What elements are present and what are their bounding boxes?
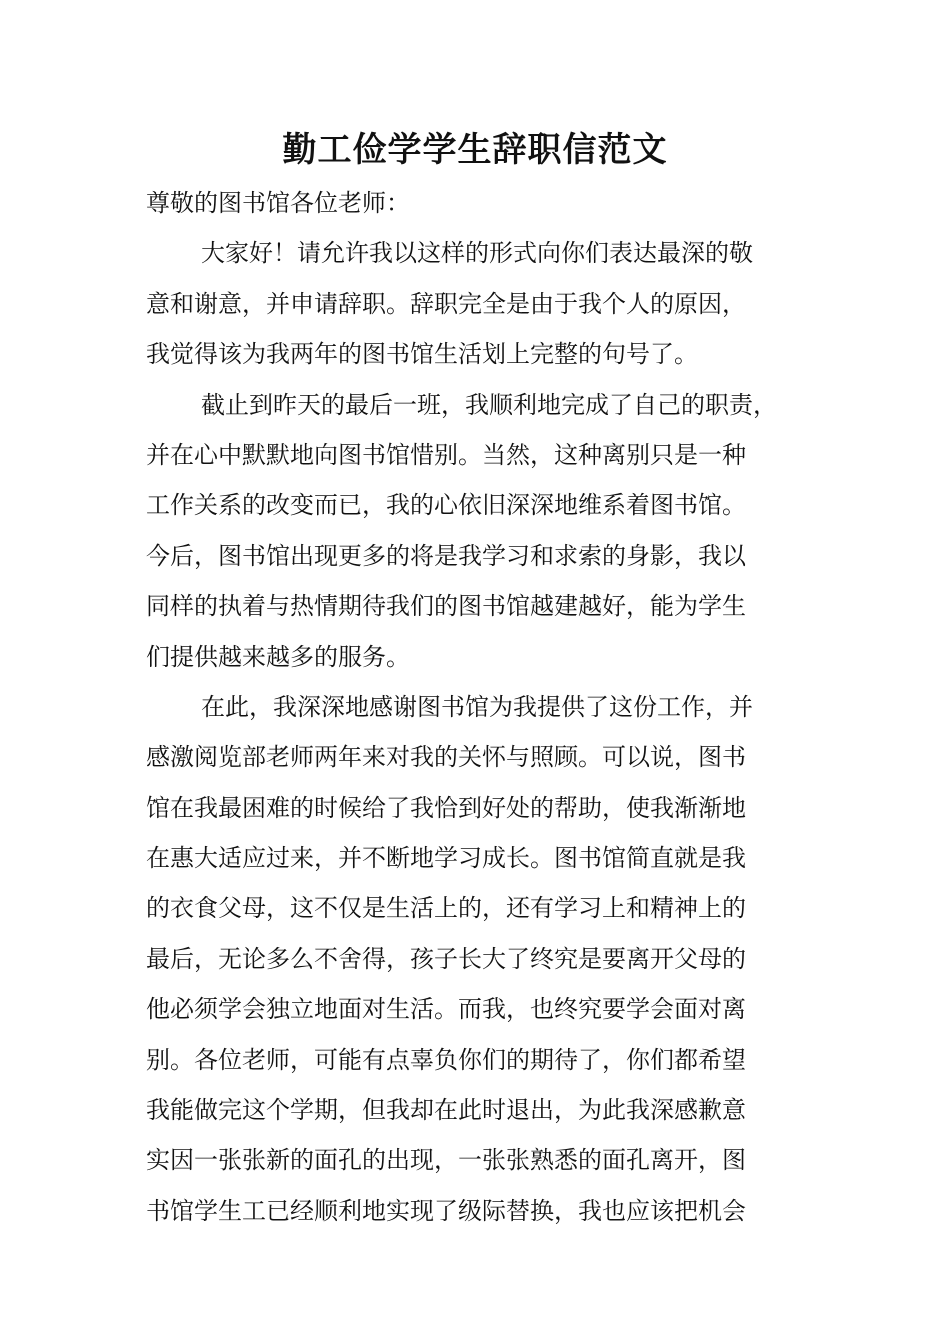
text-line: 馆在我最困难的时候给了我恰到好处的帮助，使我渐渐地: [146, 793, 746, 822]
text-line: 的衣食父母，这不仅是生活上的，还有学习上和精神上的: [146, 894, 746, 923]
text-line: 并在心中默默地向图书馆惜别。当然，这种离别只是一种: [146, 440, 746, 469]
text-line: 在惠大适应过来，并不断地学习成长。图书馆简直就是我: [146, 844, 746, 873]
text-line: 截止到昨天的最后一班，我顺利地完成了自己的职责，: [201, 390, 777, 419]
text-line: 最后，无论多么不舍得，孩子长大了终究是要离开父母的: [146, 944, 746, 973]
text-line: 别。各位老师，可能有点辜负你们的期待了，你们都希望: [146, 1045, 746, 1074]
text-line: 感激阅览部老师两年来对我的关怀与照顾。可以说，图书: [146, 743, 746, 772]
text-line: 书馆学生工已经顺利地实现了级际替换，我也应该把机会: [146, 1196, 746, 1225]
text-line: 他必须学会独立地面对生活。而我，也终究要学会面对离: [146, 995, 746, 1024]
text-line: 意和谢意，并申请辞职。辞职完全是由于我个人的原因，: [146, 289, 746, 318]
text-line: 们提供越来越多的服务。: [146, 642, 410, 671]
text-line: 实因一张张新的面孔的出现，一张张熟悉的面孔离开，图: [146, 1146, 746, 1175]
document-title: 勤工俭学学生辞职信范文: [282, 130, 668, 170]
text-line: 同样的执着与热情期待我们的图书馆越建越好，能为学生: [146, 592, 746, 621]
text-line: 我觉得该为我两年的图书馆生活划上完整的句号了。: [146, 340, 698, 369]
text-line: 今后，图书馆出现更多的将是我学习和求索的身影，我以: [146, 541, 746, 570]
salutation-line: 尊敬的图书馆各位老师：: [146, 189, 410, 217]
letter-body: [146, 178, 816, 1236]
text-line: 大家好！请允许我以这样的形式向你们表达最深的敬: [201, 239, 753, 268]
text-line: 我能做完这个学期，但我却在此时退出，为此我深感歉意: [146, 1096, 746, 1125]
text-line: 工作关系的改变而已，我的心依旧深深地维系着图书馆。: [146, 491, 746, 520]
text-line: 在此，我深深地感谢图书馆为我提供了这份工作，并: [201, 692, 753, 721]
